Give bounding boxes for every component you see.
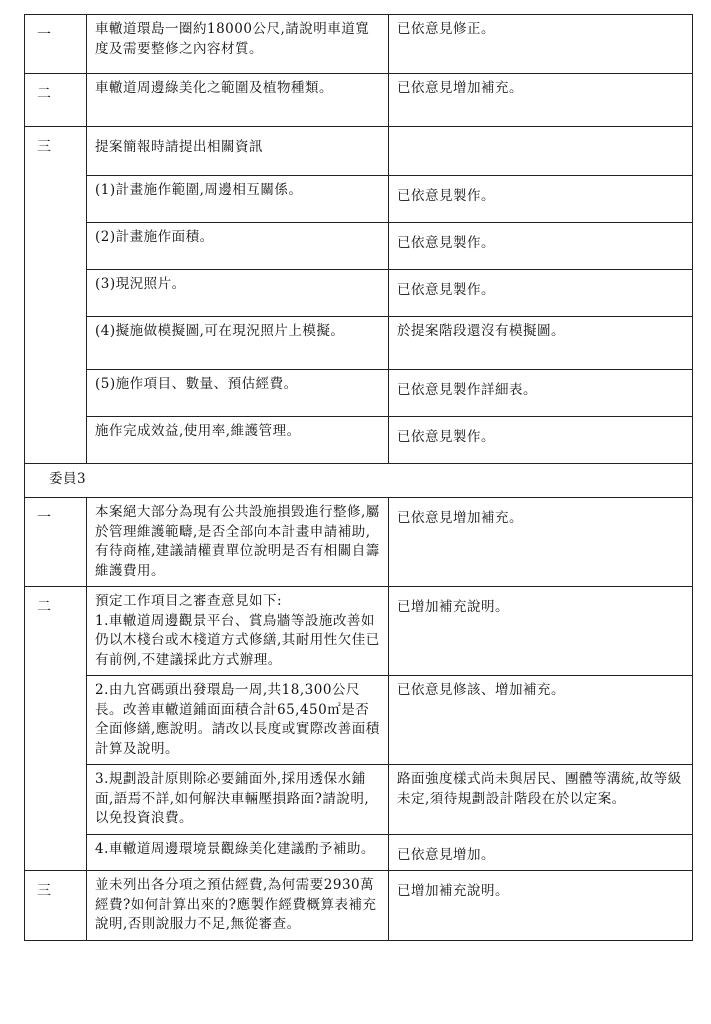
section-heading: 提案簡報時請提出相關資訊: [87, 127, 389, 176]
table-row: [25, 834, 693, 871]
review-comment: (3)現況照片。: [87, 270, 389, 317]
response-text: 已依意見製作。: [389, 270, 693, 317]
table-row: [25, 127, 693, 176]
review-comment: 車轍道周邊綠美化之範圍及植物種類。: [87, 74, 389, 127]
review-comment: 施作完成效益,使用率,維護管理。: [87, 417, 389, 464]
table-row: [25, 270, 693, 317]
table-row: [25, 370, 693, 417]
table-row: [25, 317, 693, 370]
review-comment: (4)擬施做模擬圖,可在現況照片上模擬。: [87, 317, 389, 370]
item-number: 二: [25, 74, 87, 127]
review-comment: (5)施作項目、數量、預估經費。: [87, 370, 389, 417]
response-text: 路面強度樣式尚未與居民、團體等溝統,故等級未定,須待規劃設計階段在於以定案。: [389, 765, 693, 835]
table-row: [25, 74, 693, 127]
response-text: 已依意見修該、增加補充。: [389, 676, 693, 765]
review-comment: 並未列出各分項之預估經費,為何需要2930萬經費?如何計算出來的?應製作經費概算表補充說明,否則說服力不足,無從審查。: [87, 871, 389, 941]
response-text: 已依意見增加補充。: [389, 74, 693, 127]
review-comment-sub: 1.車轍道周邊觀景平台、賞鳥牆等設施改善如仍以木棧台或木棧道方式修繕,其耐用性欠佳已有前例,不建議採此方式辦理。: [95, 612, 380, 668]
response-text: 已依意見增加。: [389, 834, 693, 871]
table-row: [25, 15, 693, 74]
response-text: 已依意見製作。: [389, 223, 693, 270]
table-row: [25, 587, 693, 676]
response-text: 已依意見製作。: [389, 176, 693, 223]
response-text: 已增加補充說明。: [389, 871, 693, 941]
member-header-row: [25, 464, 693, 498]
table-row: [25, 223, 693, 270]
table-row: [25, 417, 693, 464]
review-comment: 2.由九宮碼頭出發環島一周,共18,300公尺長。改善車轍道鋪面面積合計65,450㎡是否全面修繕,應說明。請改以長度或實際改善面積計算及說明。: [87, 676, 389, 765]
review-comment: 4.車轍道周邊環境景觀綠美化建議酌予補助。: [87, 834, 389, 871]
response-text: 已依意見製作。: [389, 417, 693, 464]
review-comment: 本案絕大部分為現有公共設施損毀進行整修,屬於管理維護範疇,是否全部向本計畫申請補助,有待商榷,建議請權責單位說明是否有相關自籌維護費用。: [87, 498, 389, 587]
response-text: [389, 127, 693, 176]
table-row: [25, 871, 693, 941]
table-row: [25, 676, 693, 765]
item-number: 三: [25, 127, 87, 464]
item-number: 一: [25, 498, 87, 587]
review-comment: (1)計畫施作範圍,周邊相互關係。: [87, 176, 389, 223]
response-text: 已依意見製作詳細表。: [389, 370, 693, 417]
table-row: [25, 498, 693, 587]
review-intro: 預定工作項目之審查意見如下:: [95, 593, 283, 609]
table-row: [25, 765, 693, 835]
response-text: 已依意見增加補充。: [389, 498, 693, 587]
response-text: 於提案階段還沒有模擬圖。: [389, 317, 693, 370]
review-comment: 3.規劃設計原則除必要鋪面外,採用透保水鋪面,語焉不詳,如何解決車輛壓損路面?請說明,以免投資浪費。: [87, 765, 389, 835]
review-comment: (2)計畫施作面積。: [87, 223, 389, 270]
member-label: 委員3: [25, 464, 693, 498]
review-comment: 車轍道環島一圈約18000公尺,請說明車道寬度及需要整修之內容材質。: [87, 15, 389, 74]
response-text: 已增加補充說明。: [389, 587, 693, 676]
item-number: 一: [25, 15, 87, 74]
review-comments-table: [24, 14, 693, 941]
review-comment: [87, 587, 389, 676]
item-number: 三: [25, 871, 87, 941]
item-number: 二: [25, 587, 87, 871]
response-text: 已依意見修正。: [389, 15, 693, 74]
table-row: [25, 176, 693, 223]
